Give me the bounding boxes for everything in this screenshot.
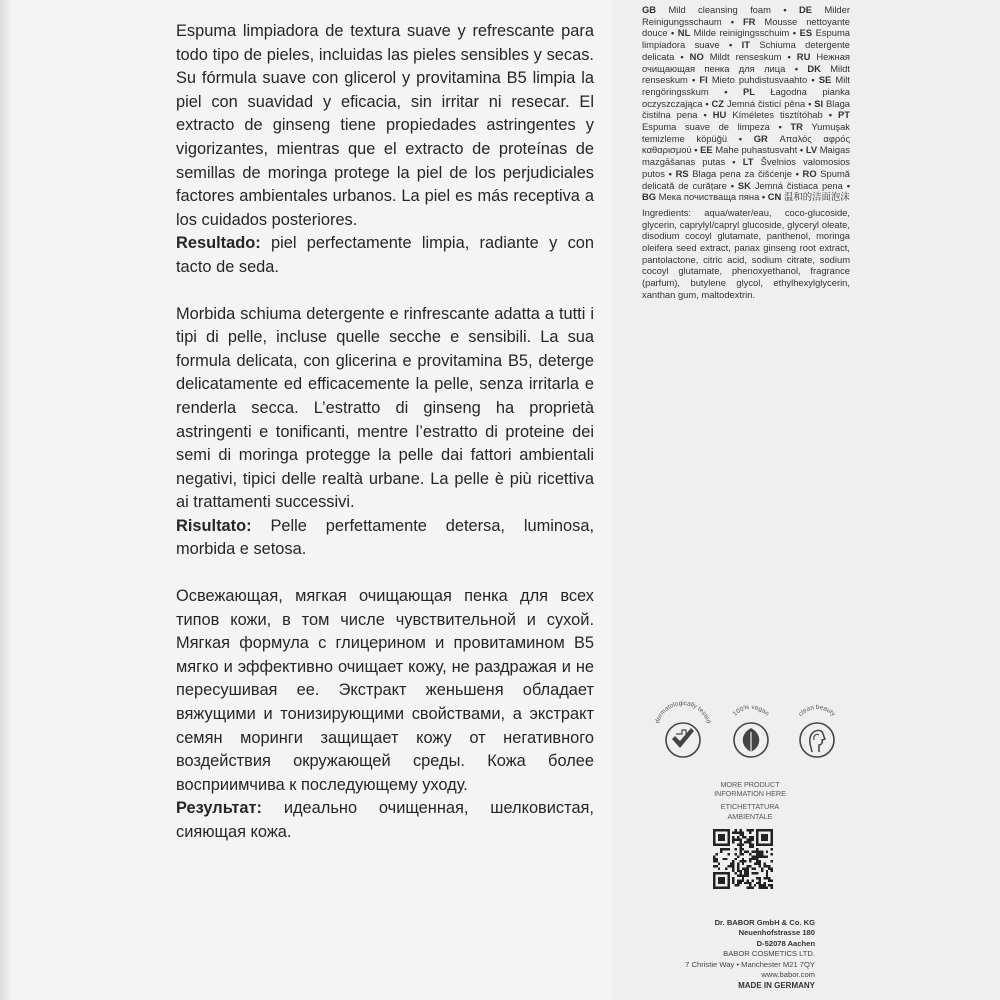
translation-code: TR bbox=[790, 121, 812, 133]
translation-text: Jemná čisticí pěna bbox=[726, 97, 806, 109]
russian-result-label: Результат: bbox=[176, 799, 262, 818]
translation-separator: • bbox=[697, 109, 713, 121]
qr-code-icon bbox=[713, 829, 773, 889]
info-line-2: INFORMATION HERE bbox=[714, 789, 786, 799]
translation-separator: • bbox=[807, 74, 819, 86]
translation-code: IT bbox=[741, 39, 760, 51]
translation-separator: • bbox=[674, 50, 690, 62]
translation-code: SI bbox=[814, 97, 827, 109]
translation-separator: • bbox=[791, 167, 803, 179]
company-street: Neuenhofstrasse 180 bbox=[738, 928, 815, 938]
translation-separator: • bbox=[725, 156, 743, 168]
translation-separator: • bbox=[781, 50, 797, 62]
translation-separator: • bbox=[664, 167, 676, 179]
translation-item bbox=[738, 180, 843, 191]
spanish-body: Espuma limpiadora de textura suave y refrescante para todo tipo de pieles, incluidas las pieles sensibles y secas. Su fórmula suave con glicerol y provitamina B5 limpia la piel con suavidad y eficacia, sin irritar ni resecar. El extracto de ginseng tiene propiedades astringentes y vigorizantes, mientras que el extracto de proteínas de semillas de moringa protege la piel de los perjudiciales factores ambientales urbanos. La piel es más receptiva a los cuidados posteriores. bbox=[176, 22, 594, 229]
info-line-1: MORE PRODUCT bbox=[720, 780, 780, 789]
translation-code: PT bbox=[838, 109, 850, 121]
translation-separator: • bbox=[805, 97, 815, 109]
translation-code: GR bbox=[753, 132, 780, 144]
italian-result-label: Risultato: bbox=[176, 516, 252, 535]
website: www.babor.com bbox=[761, 970, 815, 980]
translation-code: DK bbox=[807, 62, 831, 74]
translation-code: ES bbox=[799, 27, 816, 39]
made-in-germany: MADE IN GERMANY bbox=[738, 981, 815, 990]
translation-code: SE bbox=[818, 74, 836, 86]
translation-code: CN bbox=[767, 191, 784, 203]
spanish-section bbox=[176, 20, 594, 280]
translation-code: RS bbox=[675, 167, 693, 179]
product-name-translations bbox=[642, 4, 850, 203]
translation-separator: • bbox=[726, 179, 738, 191]
translation-text: Mildt renseskum bbox=[642, 62, 850, 86]
derm-tested-icon bbox=[650, 690, 716, 770]
company-city: D-52078 Aachen bbox=[756, 938, 815, 948]
translation-separator: • bbox=[769, 121, 791, 133]
translation-text: Mousse nettoyante douce bbox=[642, 15, 850, 39]
translation-separator: • bbox=[842, 179, 851, 191]
translation-separator: • bbox=[759, 191, 768, 203]
translation-separator: • bbox=[822, 109, 839, 121]
uk-company-name: BABOR COSMETICS LTD. bbox=[723, 949, 815, 959]
translation-text: Milt rengöringsskum bbox=[642, 74, 850, 97]
translation-separator: • bbox=[719, 39, 742, 51]
translation-item bbox=[700, 144, 797, 155]
translation-code: GB bbox=[642, 4, 669, 15]
translation-code: NL bbox=[677, 27, 694, 39]
main-description-column bbox=[176, 20, 594, 868]
translation-text: Blaga pena za čišćenje bbox=[692, 167, 792, 179]
translation-separator: • bbox=[702, 97, 712, 109]
qr-code[interactable] bbox=[713, 829, 773, 889]
translation-separator: • bbox=[770, 4, 800, 15]
russian-body: Освежающая, мягкая очищающая пенка для всех типов кожи, в том числе чувствительной и сухой. Мягкая формула с глицерином и провитамином B5 мягко и эффективно очищает кожу, не раздражая и не пересушивая ее. Экстракт женьшеня обладает вяжущими и тонизирующими свойствами, а экстракт семян моринги защищает кожу от негативного воздействия окружающей среды. Кожа более восприимчива к последующему уходу. bbox=[176, 587, 594, 794]
translation-separator: • bbox=[789, 27, 800, 39]
translation-code: LV bbox=[805, 144, 820, 156]
translation-item bbox=[699, 74, 807, 85]
russian-section bbox=[176, 585, 594, 845]
translation-code: DE bbox=[799, 4, 825, 15]
translation-text: Švelnios valomosios putos bbox=[642, 156, 850, 179]
translation-code: FI bbox=[699, 74, 712, 86]
translation-code: FR bbox=[742, 15, 765, 27]
translation-text: Mild cleansing foam bbox=[668, 4, 771, 15]
translation-separator: • bbox=[797, 144, 806, 156]
translation-item bbox=[676, 168, 792, 179]
spanish-result-text: piel perfectamente limpia, radiante y con tacto de seda. bbox=[176, 234, 594, 276]
translation-text: Espuma suave de limpeza bbox=[642, 121, 770, 133]
translation-separator: • bbox=[691, 144, 701, 156]
translation-item bbox=[712, 98, 806, 109]
spanish-result bbox=[176, 232, 594, 279]
translation-text: Απαλός αφρός καθαρισμού bbox=[642, 132, 850, 156]
translation-code: HU bbox=[712, 109, 733, 121]
translation-text: Milder Reinigungsschaum bbox=[642, 4, 850, 27]
translation-separator: • bbox=[785, 62, 808, 74]
translation-text: Jemná čistiaca pena bbox=[754, 179, 843, 191]
fold-line bbox=[613, 0, 616, 1000]
translation-item bbox=[642, 4, 771, 15]
translation-code: SK bbox=[737, 179, 755, 191]
manufacturer-address bbox=[645, 918, 815, 980]
italian-section bbox=[176, 303, 594, 563]
russian-result bbox=[176, 797, 594, 844]
italian-result bbox=[176, 515, 594, 562]
translation-text: Maigas mazgāšanas putas bbox=[642, 144, 850, 168]
translation-item bbox=[768, 191, 850, 202]
derm-tested-label: dermatologically tested bbox=[653, 699, 713, 725]
translation-text: 温和的洁面泡沫 bbox=[783, 191, 850, 203]
translation-item bbox=[678, 27, 790, 38]
translation-code: NO bbox=[689, 50, 710, 62]
uk-company-address: 7 Christie Way • Manchester M21 7QY bbox=[685, 959, 815, 969]
translation-code: PL bbox=[743, 85, 771, 97]
certification-badges bbox=[650, 690, 850, 780]
russian-result-text: идеально очищенная, шелковистая, сияющая кожа. bbox=[176, 799, 594, 841]
translation-code: EE bbox=[700, 144, 716, 156]
translation-item bbox=[690, 51, 782, 62]
translation-text: Kíméletes tisztítóhab bbox=[732, 109, 823, 121]
vegan-label: 100% vegan bbox=[731, 703, 771, 718]
vegan-icon bbox=[718, 690, 784, 770]
clean-beauty-icon bbox=[784, 690, 850, 770]
info-line-4: AMBIENTALE bbox=[727, 811, 773, 821]
side-column bbox=[642, 4, 850, 301]
translation-code: RO bbox=[802, 167, 821, 179]
translation-separator: • bbox=[708, 85, 744, 97]
translation-text: Mieto puhdistusvaahto bbox=[711, 74, 808, 86]
translation-text: Spumă delicată de curățare bbox=[642, 167, 851, 191]
company-name: Dr. BABOR GmbH & Co. KG bbox=[714, 918, 815, 927]
translation-text: Schiuma detergente delicata bbox=[642, 39, 850, 62]
edge-shadow bbox=[0, 0, 12, 1000]
translation-text: Blaga čistilna pena bbox=[642, 97, 850, 121]
vegan-badge bbox=[718, 690, 784, 770]
italian-result-text: Pelle perfettamente detersa, luminosa, morbida e setosa. bbox=[176, 516, 594, 559]
clean-beauty-label: clean beauty bbox=[797, 703, 837, 718]
product-info-text bbox=[650, 780, 850, 821]
svg-text:dermatologically tested bbox=[654, 700, 712, 725]
spanish-result-label: Resultado: bbox=[176, 234, 261, 253]
translation-separator: • bbox=[727, 132, 754, 144]
clean-beauty-badge bbox=[784, 690, 850, 770]
translation-text: Мека почистваща пяна bbox=[658, 191, 760, 203]
translation-separator: • bbox=[721, 15, 743, 27]
translation-text: Milde reinigingsschuim bbox=[693, 27, 790, 39]
translation-text: Łagodna pianka oczyszczająca bbox=[642, 85, 850, 109]
translation-text: Нежная очищающая пенка для лица bbox=[642, 50, 850, 74]
svg-text:clean beauty bbox=[797, 704, 837, 718]
translation-text: Espuma limpiadora suave bbox=[642, 27, 850, 51]
italian-body: Morbida schiuma detergente e rinfrescante adatta a tutti i tipi di pelle, incluse quelle secche e sensibili. La sua formula delicata, con glicerina e provitamina B5, deterge delicatamente ed efficacemente la pelle, senza irritarla e renderla secca. L’estratto di ginseng ha proprietà astringenti e tonificanti, mentre l’estratto di proteine dei semi di moringa protegge la pelle dai fattori ambientali negativi, tipici delle realtà urbane. La pelle è più ricettiva ai trattamenti successivi. bbox=[176, 304, 594, 512]
translation-code: BG bbox=[642, 191, 659, 203]
translation-code: CZ bbox=[711, 97, 727, 109]
translation-text: Mahe puhastusvaht bbox=[715, 144, 798, 156]
translation-separator: • bbox=[687, 74, 700, 86]
svg-text:100% vegan bbox=[732, 704, 771, 718]
translation-item bbox=[713, 109, 823, 120]
ingredients-list: Ingredients: aqua/water/eau, coco-glucoside, glycerin, caprylyl/capryl glucoside, glyceryl oleate, disodium cocoyl glutamate, panthenol, moringa oleifera seed extract, panax ginseng root extract, pantolactone, citric acid, sodium citrate, sodium cocoyl glutamate, phenoxyethanol, fragrance (parfum), butylene glycol, ethylhexylglycerin, xanthan gum, maltodextrin. bbox=[642, 206, 850, 300]
translation-text: Yumuşak temizleme köpüğü bbox=[642, 121, 850, 144]
dermatologically-tested-badge bbox=[650, 690, 716, 770]
info-line-3: ETICHETTATURA bbox=[720, 802, 780, 812]
translation-separator: • bbox=[667, 27, 678, 39]
translation-code: LT bbox=[742, 156, 761, 168]
translation-code: RU bbox=[796, 50, 817, 62]
translation-text: Mildt renseskum bbox=[709, 50, 782, 62]
translation-item bbox=[642, 191, 759, 202]
